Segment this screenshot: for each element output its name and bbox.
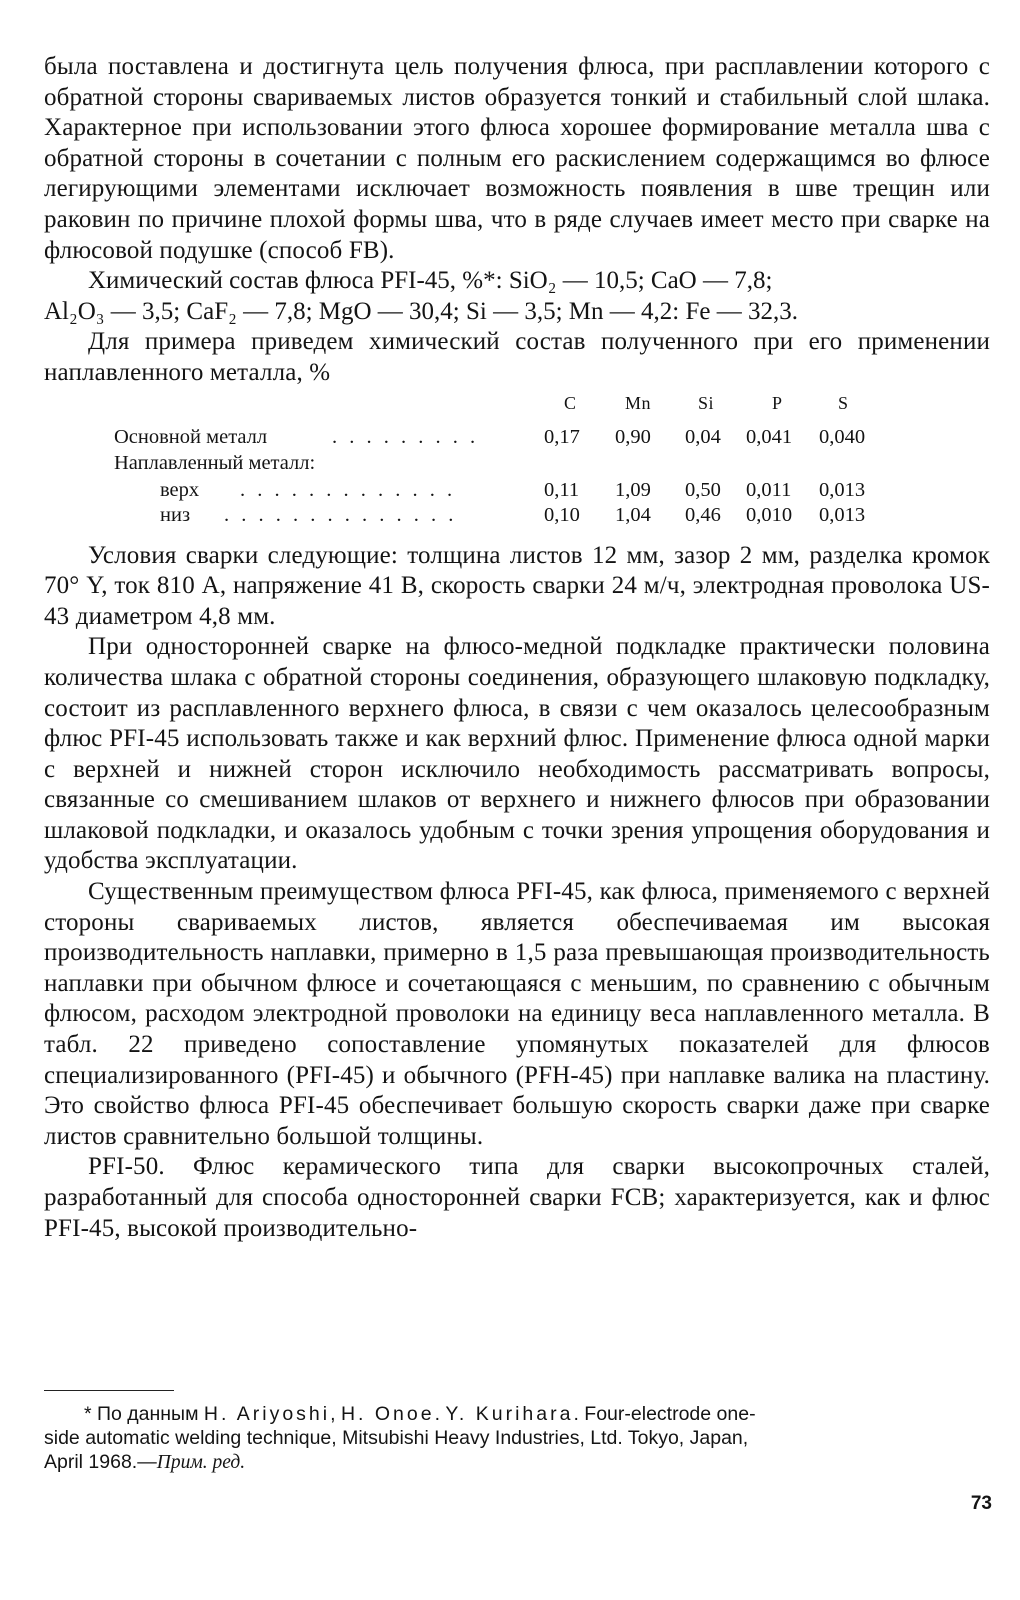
- table-header-si: Si: [698, 392, 715, 413]
- footnote-line-2: side automatic welding technique, Mitsubishi Heavy Industries, Ltd. Tokyo, Japan,: [44, 1427, 749, 1449]
- chemical-composition-line-2: Al₂O₃ — 3,5; CaF₂ — 7,8; MgO — 30,4; Si — 3,5; Mn — 4,2: Fe — 32,3.: [44, 297, 798, 325]
- cell-si: 0,50: [685, 478, 721, 501]
- table-header-mn: Mn: [625, 392, 652, 413]
- paragraph-1: была поставлена и достигнута цель получения флюса, при расплавлении которого с обратной стороны свариваемых листов образуется тонкий и стабильный слой шлака. Характерное при использовании этого флюса хорошее формирование металла шва с обратной стороны в сочетании с полным его раскислением содержащимся во флюсе легирующими элементами исключает возможность появления в шве трещин или раковин по причине плохой формы шва, что в ряде случаев имеет место при сварке на флюсовой подушке (способ FB).: [44, 53, 990, 264]
- footnote-date: April 1968.—: [44, 1451, 157, 1473]
- footnote-line-1: * По данным H. Ariyoshi, H. Onoe. Y. Kurihara. Four-electrode one-: [84, 1403, 756, 1425]
- footnote-divider: [44, 1390, 174, 1391]
- row-label: Основной металл: [114, 425, 268, 448]
- book-page: [44, 52, 990, 1473]
- composition-table: [44, 393, 990, 541]
- leader-dots: . . . . . . . . . . . . .: [240, 478, 456, 501]
- cell-p: 0,011: [746, 478, 792, 501]
- table-header-c: C: [564, 392, 577, 413]
- footnote-author: Y. Kurihara: [445, 1403, 574, 1425]
- chemical-composition-line-1: Химический состав флюса PFI-45, %*: SiO₂ — 10,5; CaO — 7,8;: [88, 267, 773, 295]
- cell-s: 0,040: [819, 425, 866, 448]
- paragraph-6: Существенным преимуществом флюса PFI-45, как флюса, применяемого с верхней стороны свариваемых листов, является обеспечиваемая им высокая производительность наплавки, примерно в 1,5 раза превышающая производительность наплавки при обычном флюсе и сочетающаяся с меньшим, по сравнению с обычным флюсом, расходом электродной проволоки на единицу веса наплавленного металла. В табл. 22 приведено сопоставление упомянутых показателей для флюсов специализированного (PFI-45) и обычного (PFH-45) при наплавке валика на пластину. Это свойство флюса PFI-45 обеспечивает большую скорость сварки даже при сварке листов сравнительно большой толщины.: [44, 878, 990, 1150]
- cell-p: 0,010: [746, 503, 793, 526]
- cell-s: 0,013: [819, 503, 866, 526]
- footnote-marker: *: [84, 1403, 92, 1425]
- cell-si: 0,04: [685, 425, 721, 448]
- table-header-p: P: [772, 392, 783, 413]
- leader-dots: . . . . . . . . . . . . . .: [224, 503, 457, 526]
- row-label: верх: [160, 478, 200, 501]
- page-number: 73: [970, 1493, 992, 1514]
- footnote-title-start: . Four-electrode one-: [573, 1403, 756, 1425]
- cell-mn: 1,09: [615, 478, 651, 501]
- footnote-line-3: [44, 1450, 990, 1475]
- cell-mn: 1,04: [615, 503, 651, 526]
- chemical-composition-flux: [44, 266, 990, 327]
- cell-c: 0,11: [544, 478, 580, 501]
- cell-mn: 0,90: [615, 425, 651, 448]
- cell-c: 0,10: [544, 503, 580, 526]
- footnote-author: H. Ariyoshi: [203, 1403, 331, 1425]
- paragraph-3: Для примера приведем химический состав полученного при его применении наплавленного металла, %: [44, 328, 990, 386]
- paragraph-4: Условия сварки следующие: толщина листов 12 мм, зазор 2 мм, разделка кромок 70° Y, ток 810 А, напряжение 41 В, скорость сварки 24 м/ч, электродная проволока US-43 диаметром 4,8 мм.: [44, 541, 990, 630]
- table-header-s: S: [838, 392, 849, 413]
- footnote-prefix: По данным: [97, 1403, 199, 1425]
- cell-si: 0,46: [685, 503, 721, 526]
- paragraph-7: PFI-50. Флюс керамического типа для сварки высокопрочных сталей, разработанный для способа односторонней сварки FCB; характеризуется, как и флюс PFI-45, высокой производительно-: [44, 1153, 990, 1242]
- paragraph-5: При односторонней сварке на флюсо-медной подкладке практически половина количества шлака с обратной стороны соединения, образующего шлаковую подкладку, состоит из расплавленного верхнего флюса, в связи с чем оказалось целесообразным флюс PFI-45 использовать также и как верхний флюс. Применение флюса одной марки с верхней и нижней сторон исключило необходимость рассматривать вопросы, связанные со смешиванием шлаков от верхнего и нижнего флюсов при образовании шлаковой подкладки, и оказалось удобным с точки зрения упрощения оборудования и удобства эксплуатации.: [44, 633, 990, 875]
- cell-s: 0,013: [819, 478, 866, 501]
- table-group-label: Наплавленный металл:: [114, 451, 316, 474]
- row-label: низ: [160, 503, 191, 526]
- cell-p: 0,041: [746, 425, 793, 448]
- footnote: [44, 1402, 990, 1475]
- leader-dots: . . . . . . . . .: [332, 425, 479, 448]
- cell-c: 0,17: [544, 425, 580, 448]
- editor-note: Прим. ред.: [156, 1452, 246, 1473]
- footnote-author: H. Onoe: [340, 1403, 435, 1425]
